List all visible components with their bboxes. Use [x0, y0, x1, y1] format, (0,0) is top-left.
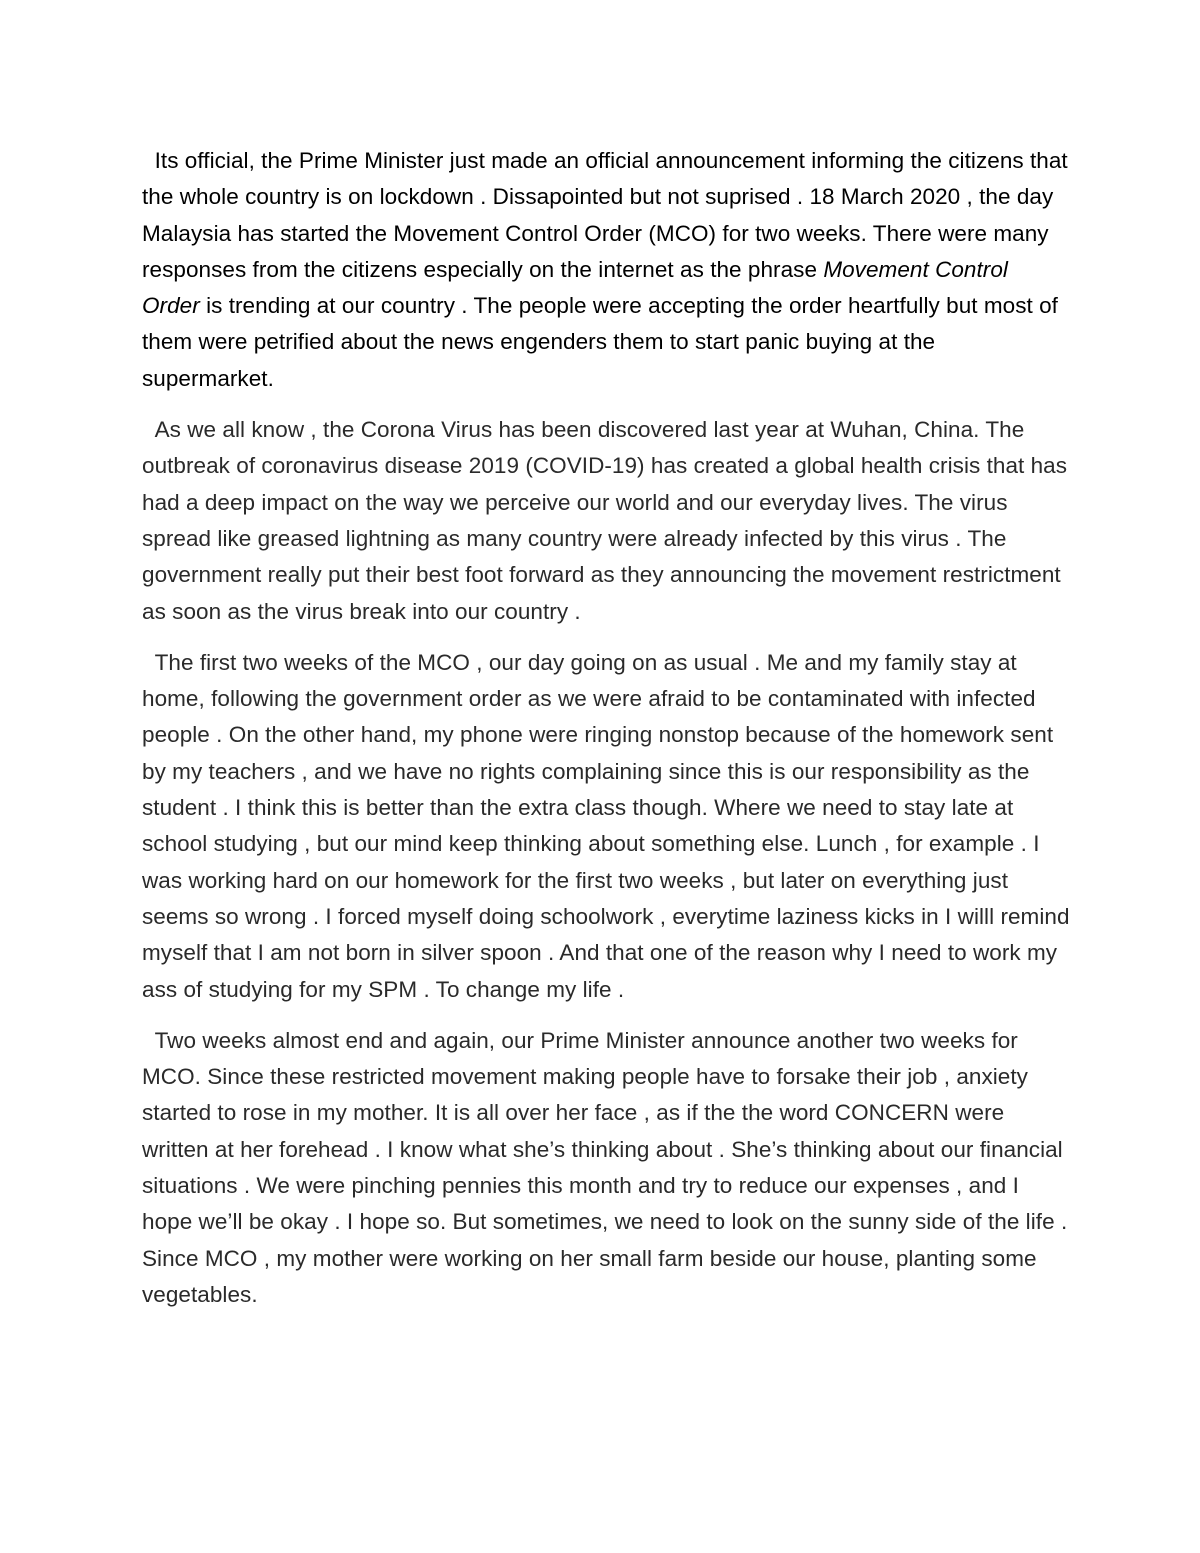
paragraph-lockdown-announcement	[142, 143, 1072, 397]
paragraph-text: is trending at our country . The people were accepting the order heartfully but most of them were petrified about the news engenders them to start panic buying at the supermarket.	[142, 293, 1058, 391]
paragraph-text: Two weeks almost end and again, our Prime Minister announce another two weeks for MCO. Since these restricted movement making people have to forsake their job , anxiety started to rose in my mother. It is all over her face , as if the the word CONCERN were written at her forehead . I know what she’s thinking about . She’s thinking about our financial situations . We were pinching pennies this month and try to reduce our expenses , and I hope we’ll be okay . I hope so. But sometimes, we need to look on the sunny side of the life . Since MCO , my mother were working on her small farm beside our house, planting some vegetables.	[142, 1027, 1068, 1307]
document-body	[142, 143, 1072, 1328]
paragraph-first-two-weeks	[142, 645, 1072, 1008]
emphasized-phrase: Movement Control Order	[142, 256, 1008, 319]
paragraph-text: The first two weeks of the MCO , our day going on as usual . Me and my family stay at home, following the government order as we were afraid to be contaminated with infected people . On the other hand, my phone were ringing nonstop because of the homework sent by my teachers , and we have no rights complaining since this is our responsibility as the student . I think this is better than the extra class though. Where we need to stay late at school studying , but our mind keep thinking about something else. Lunch , for example . I was working hard on our homework for the first two weeks , but later on everything just seems so wrong . I forced myself doing schoolwork , everytime laziness kicks in I willl remind myself that I am not born in silver spoon . And that one of the reason why I need to work my ass of studying for my SPM . To change my life .	[142, 649, 1070, 1002]
paragraph-mco-extension	[142, 1023, 1072, 1313]
paragraph-text: Its official, the Prime Minister just made an official announcement informing the citizens that the whole country is on lockdown . Dissapointed but not suprised . 18 March 2020 , the day Malaysia has started the Movement Control Order (MCO) for two weeks. There were many responses from the citizens especially on the internet as the phrase	[142, 148, 1068, 282]
paragraph-text: As we all know , the Corona Virus has been discovered last year at Wuhan, China. The outbreak of coronavirus disease 2019 (COVID-19) has created a global health crisis that has had a deep impact on the way we perceive our world and our everyday lives. The virus spread like greased lightning as many country were already infected by this virus . The government really put their best foot forward as they announcing the movement restrictment as soon as the virus break into our country .	[142, 417, 1068, 624]
paragraph-corona-virus	[142, 412, 1072, 630]
